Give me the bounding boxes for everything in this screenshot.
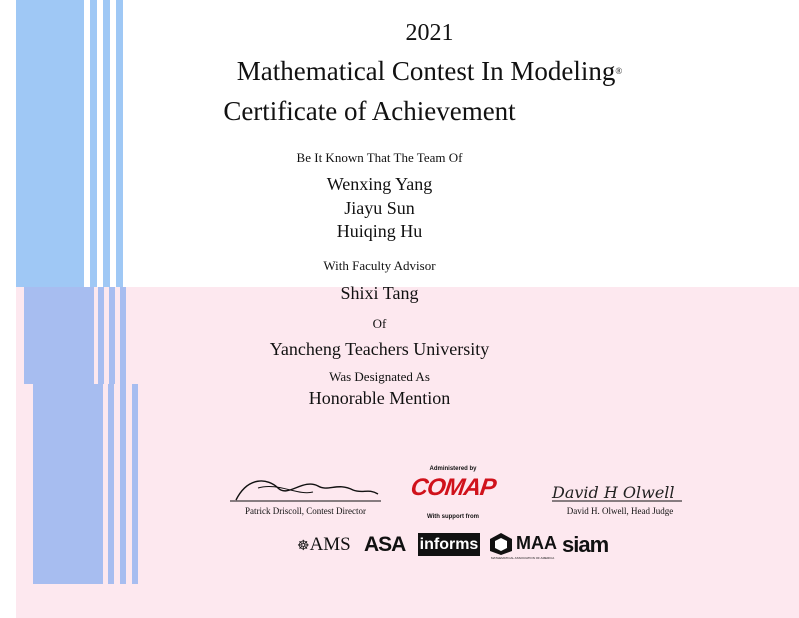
contest-name: Mathematical Contest In Modeling® [236, 56, 623, 86]
director-signature [228, 474, 383, 504]
of-label: Of [372, 316, 387, 331]
award-name: Honorable Mention [308, 388, 451, 408]
certificate-title: Certificate of Achievement [223, 96, 516, 126]
support-label: With support from [427, 514, 479, 520]
judge-signature-text: David H Olwell [552, 483, 675, 502]
intro-text: Be It Known That The Team Of [296, 150, 463, 165]
informs-logo: informs [418, 533, 480, 556]
judge-signature [550, 477, 685, 505]
maa-subtitle: MATHEMATICAL ASSOCIATION OF AMERICA [491, 556, 555, 560]
ams-logo: ☸AMS [297, 534, 351, 555]
maa-logo: MAA [516, 533, 557, 553]
university-name: Yancheng Teachers University [269, 339, 490, 359]
advisor-label: With Faculty Advisor [323, 258, 436, 273]
team-member-3: Huiqing Hu [336, 221, 423, 241]
advisor-name: Shixi Tang [340, 283, 419, 303]
certificate-year: 2021 [405, 20, 454, 46]
team-member-1: Wenxing Yang [326, 174, 433, 194]
siam-logo: siam [562, 532, 609, 557]
registered-mark: ® [615, 66, 623, 76]
director-caption: Patrick Driscoll, Contest Director [245, 506, 366, 516]
designation-label: Was Designated As [329, 369, 430, 384]
comap-logo: COMAP [409, 474, 498, 501]
administered-by: Administered by [429, 466, 477, 472]
maa-icon [489, 532, 513, 556]
judge-caption: David H. Olwell, Head Judge [566, 506, 674, 516]
asa-logo: ASA [364, 533, 406, 556]
team-member-2: Jiayu Sun [344, 198, 415, 218]
